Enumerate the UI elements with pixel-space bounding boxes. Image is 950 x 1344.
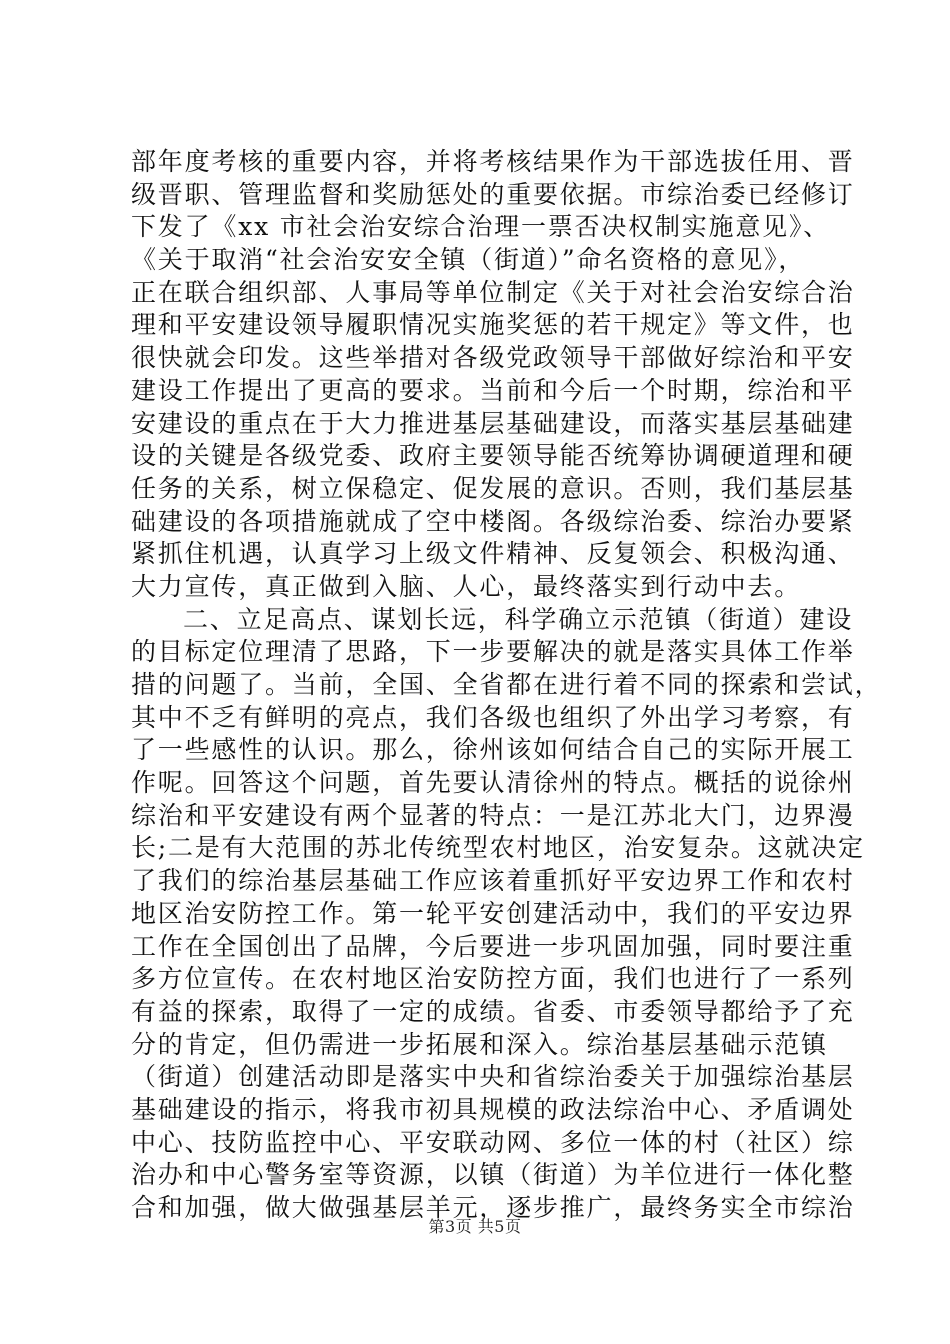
text-line: 综治和平安建设有两个显著的特点：一是江苏北大门，边界漫 (131, 800, 855, 830)
text-line: 础建设的各项措施就成了空中楼阁。各级综治委、综治办要紧 (131, 506, 855, 536)
text-line: 下发了《xx 市社会治安综合治理一票否决权制实施意见》、 (131, 212, 831, 242)
page-footer: 第3页 共5页 (428, 1217, 522, 1236)
text-line: 多方位宣传。在农村地区治安防控方面，我们也进行了一系列 (131, 964, 855, 994)
text-line: 建设工作提出了更高的要求。当前和今后一个时期，综治和平 (131, 375, 855, 405)
text-line: 分的肯定，但仍需进一步拓展和深入。综治基层基础示范镇 (131, 1029, 828, 1059)
text-line: 级晋职、管理监督和奖励惩处的重要依据。市综治委已经修订 (131, 179, 855, 209)
text-line: 很快就会印发。这些举措对各级党政领导干部做好综治和平安 (131, 343, 855, 373)
text-line: 长;二是有大范围的苏北传统型农村地区，治安复杂。这就决定 (131, 833, 865, 863)
text-line: 治办和中心警务室等资源，以镇（街道）为羊位进行一体化整 (131, 1160, 855, 1190)
text-line: 的目标定位理清了思路，下一步要解决的就是落实具体工作举 (131, 637, 855, 667)
text-line: （街道）创建活动即是落实中央和省综治委关于加强综治基层 (131, 1062, 855, 1092)
text-line: 部年度考核的重要内容，并将考核结果作为干部选拔任用、晋 (131, 147, 855, 176)
text-line: 了我们的综治基层基础工作应该着重抓好平安边界工作和农村 (131, 866, 855, 896)
paragraph-start-line: 二、立足高点、谋划长远，科学确立示范镇（街道）建设 (183, 604, 854, 634)
text-line: 了一些感性的认识。那么，徐州该如何结合自己的实际开展工 (131, 735, 855, 765)
text-line: 作呢。回答这个问题，首先要认清徐州的特点。概括的说徐州 (131, 768, 855, 798)
text-line: 《关于取消“社会治安安全镇（街道）”命名资格的意见》， (131, 245, 806, 275)
text-line: 措的问题了。当前，全国、全省都在进行着不同的探索和尝试， (131, 670, 882, 699)
text-line: 设的关键是各级党委、政府主要领导能否统筹协调硬道理和硬 (131, 441, 855, 471)
text-line: 安建设的重点在于大力推进基层基础建设，而落实基层基础建 (131, 408, 855, 438)
text-line: 工作在全国创出了品牌，今后要进一步巩固加强，同时要注重 (131, 931, 855, 961)
text-line: 紧抓住机遇，认真学习上级文件精神、反复领会、积极沟通、 (131, 539, 855, 569)
text-line: 地区治安防控工作。第一轮平安创建活动中，我们的平安边界 (131, 898, 855, 928)
text-line: 基础建设的指示，将我市初具规模的政法综治中心、矛盾调处 (131, 1094, 855, 1124)
body-text (131, 146, 882, 1225)
text-line: 合和加强，做大做强基层羊元，逐步推广，最终务实全市综治 (131, 1193, 855, 1222)
text-line: 中心、技防监控中心、平安联动网、多位一体的村（社区）综 (131, 1127, 855, 1157)
text-line: 任务的关系，树立保稳定、促发展的意识。否则，我们基层基 (131, 473, 855, 503)
text-line: 有益的探索，取得了一定的成绩。省委、市委领导都给予了充 (131, 996, 855, 1026)
text-line: 理和平安建设领导履职情况实施奖惩的若干规定》等文件，也 (131, 310, 855, 340)
text-line: 正在联合组织部、人事局等单位制定《关于对社会治安综合治 (131, 277, 855, 307)
text-line: 其中不乏有鲜明的亮点，我们各级也组织了外出学习考察，有 (131, 702, 855, 732)
text-line: 大力宣传，真正做到入脑、人心，最终落实到行动中去。 (131, 571, 802, 601)
